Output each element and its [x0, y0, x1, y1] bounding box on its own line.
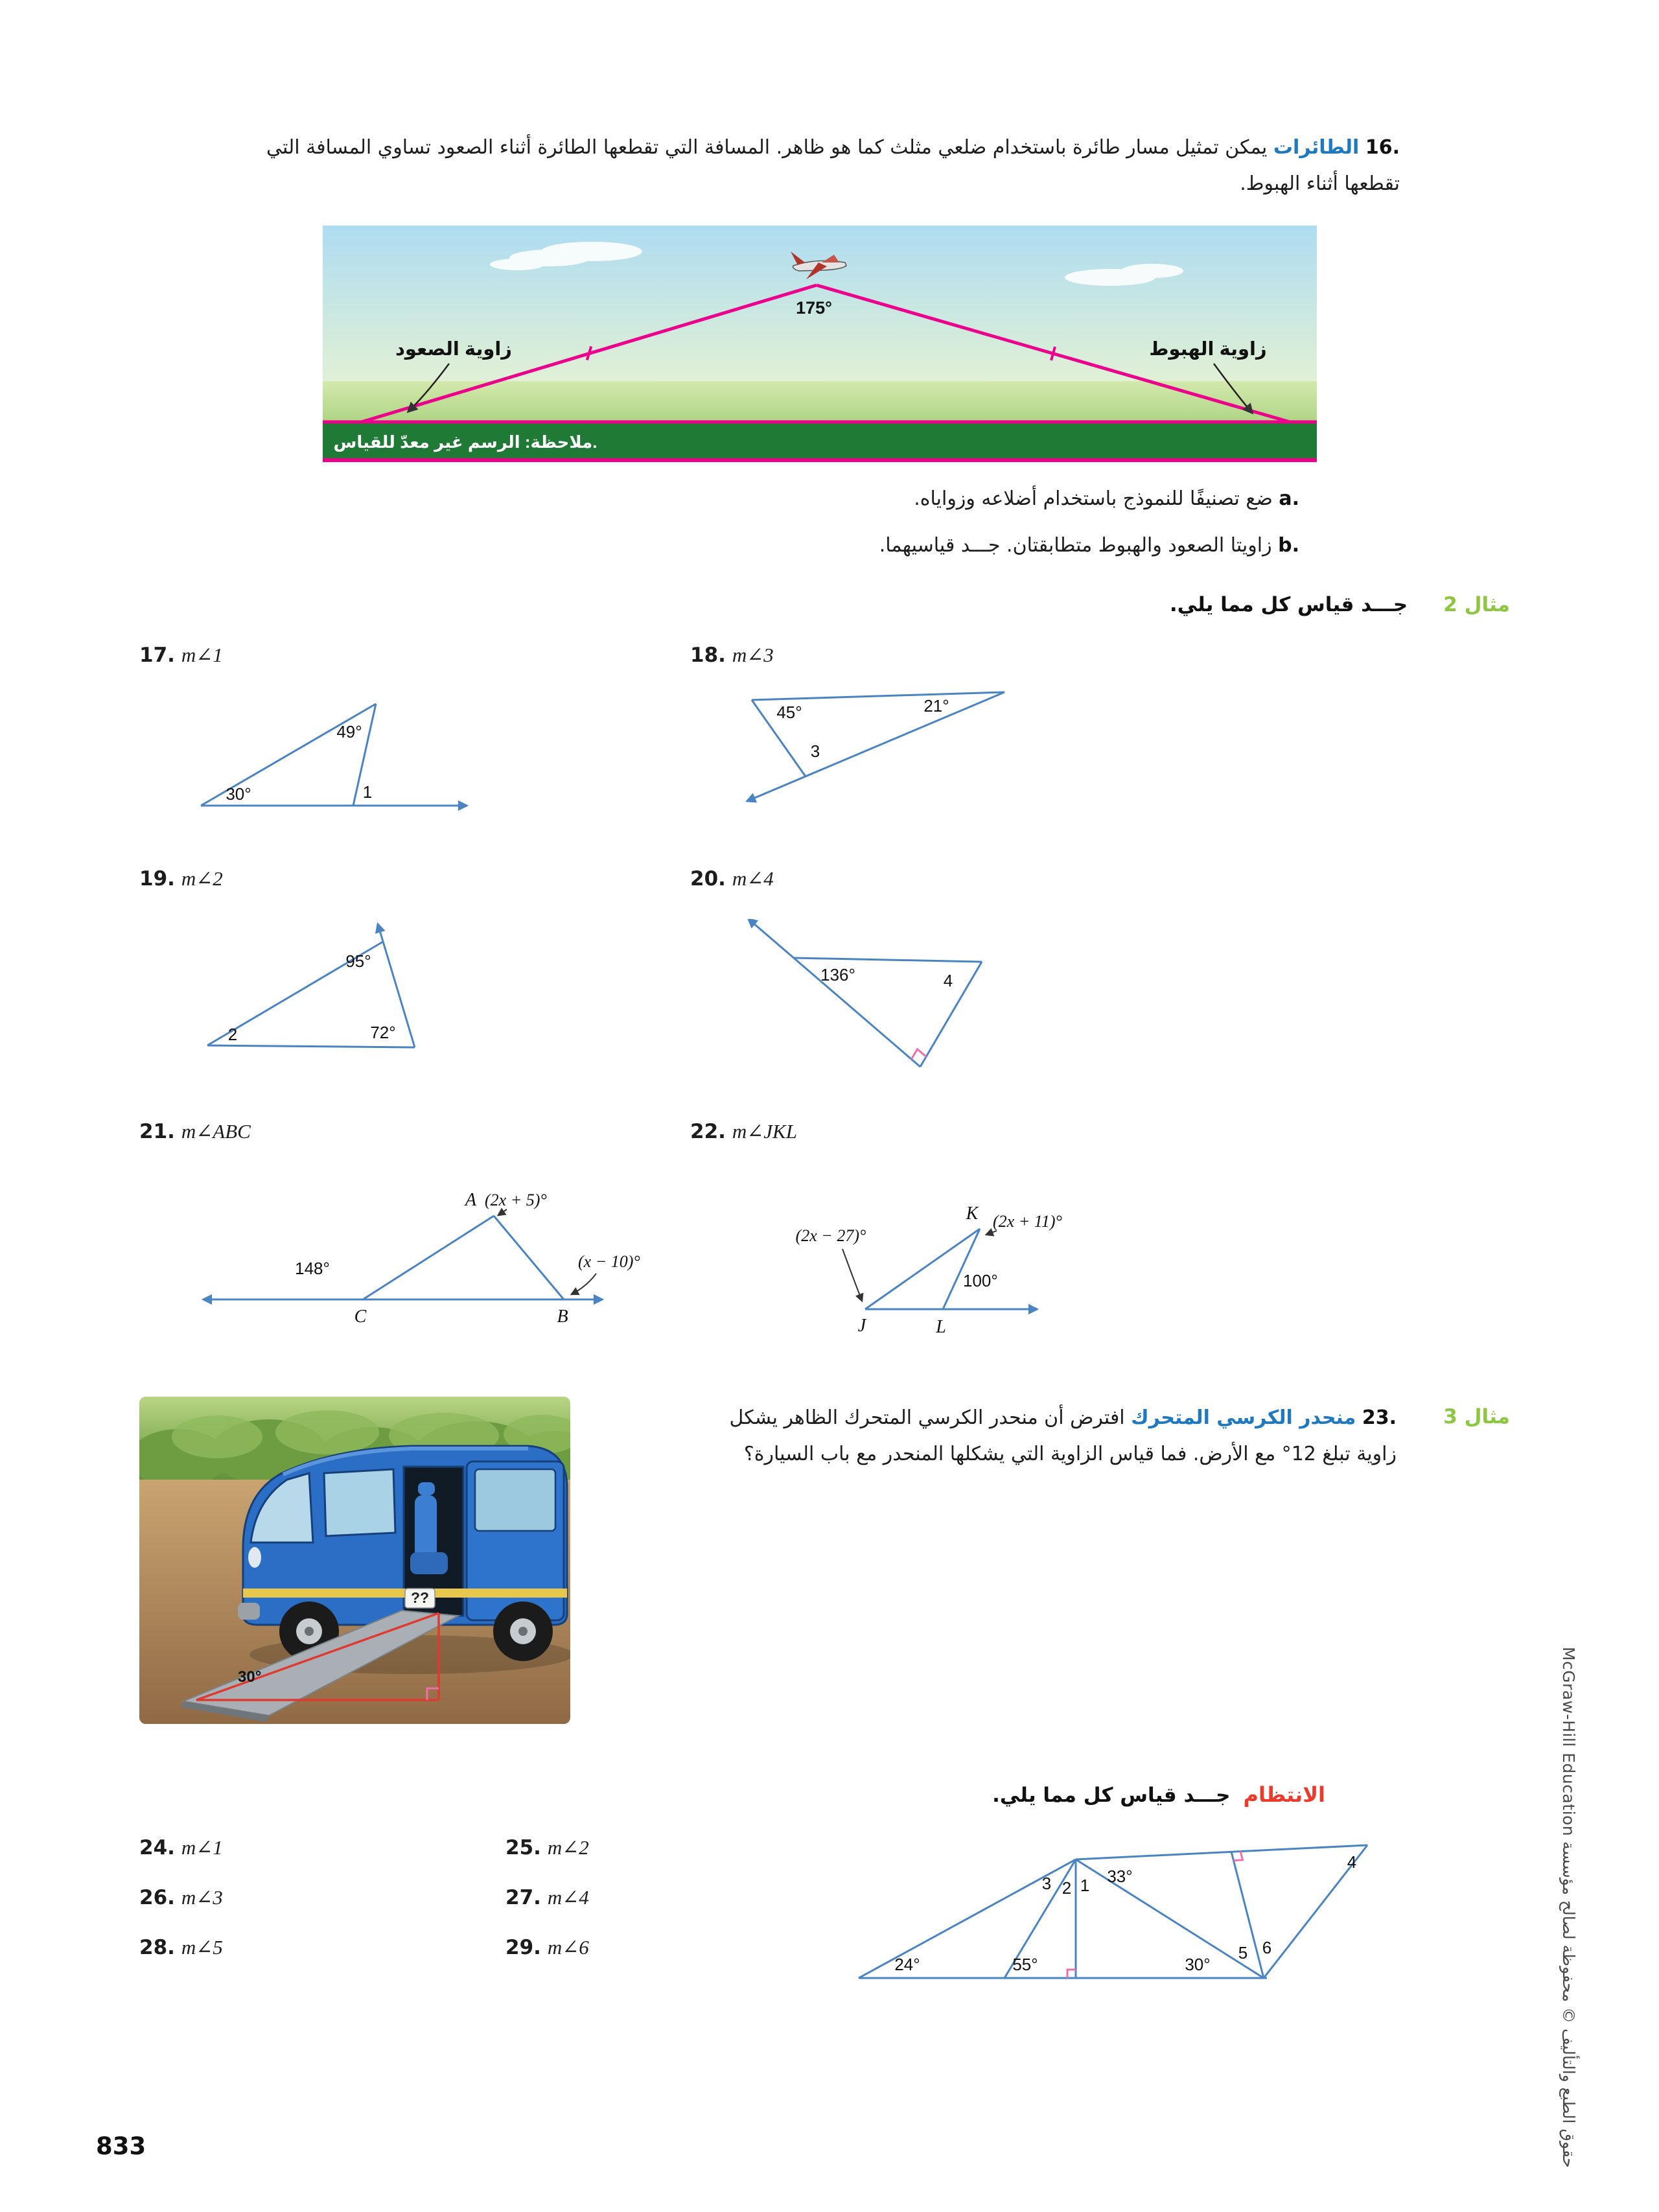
angle-expression: m∠2: [181, 867, 223, 890]
problem-18-title: [690, 644, 774, 667]
regularity-figure: [842, 1822, 1380, 2004]
pointer-arrow: [572, 1274, 596, 1294]
problem-number: 26.: [139, 1886, 175, 1909]
right-angle-marker: [911, 1049, 926, 1060]
unknown-angle-label: 3: [810, 741, 820, 761]
unknown-angle-label: 1: [362, 782, 373, 802]
example-2-instruction: جـــد قياس كل مما يلي.: [1169, 593, 1408, 616]
problem-16-body: يمكن تمثيل مسار طائرة باستخدام ضلعي مثلث كما هو ظاهر. المسافة التي تقطعها الطائرة أثناء الصعود تساوي المسافة التي تقطعها أثناء الهبوط.: [266, 136, 1400, 195]
unknown-angle-label: 4: [1347, 1852, 1357, 1872]
problem-number: 27.: [505, 1886, 541, 1909]
angle-J-expression: (2x − 27)°: [795, 1226, 866, 1245]
angle-label: 55°: [1012, 1955, 1038, 1974]
unknown-angle-label: 1: [1080, 1876, 1090, 1895]
example-2-header: [1170, 593, 1510, 616]
regularity-instruction: جـــد قياس كل مما يلي.: [992, 1784, 1231, 1807]
angle-expression: m∠JKL: [732, 1120, 797, 1143]
diagram-21: [181, 1188, 655, 1331]
angle-expression: m∠2: [547, 1836, 589, 1859]
vertex-L-label: L: [936, 1317, 946, 1337]
diagram-22: [791, 1201, 1076, 1340]
part-a-marker: a.: [1279, 487, 1299, 510]
unknown-angle-label: 3: [1041, 1874, 1052, 1893]
page-number: 833: [96, 2132, 146, 2160]
problem-number: 19.: [139, 867, 175, 891]
unknown-angle-label: 2: [227, 1025, 238, 1044]
vertex-A-label: A: [465, 1190, 476, 1210]
diagram-18: [723, 679, 1027, 815]
problem-27-title: [505, 1886, 589, 1909]
problem-number: 25.: [505, 1836, 541, 1859]
angle-expression: m∠1: [181, 644, 223, 666]
apex-angle-label: 175°: [796, 298, 832, 318]
diagram-17: [181, 692, 486, 822]
example-2-badge: مثال 2: [1443, 593, 1510, 616]
diagram-19: [191, 919, 450, 1062]
problem-number: 21.: [139, 1120, 175, 1143]
airplane-figure: [323, 226, 1317, 462]
angle-expression: m∠4: [547, 1886, 589, 1909]
problem-29-title: [505, 1936, 589, 1959]
figure-lines: [859, 1845, 1367, 1978]
pointer-arrow: [842, 1249, 862, 1301]
copyright-sidebar: حقوق الطبع والتأليف © محفوظة لصالح مؤسسة McGraw-Hill Education: [1559, 1646, 1578, 2168]
descent-angle-label: زاوية الهبوط: [1149, 339, 1267, 360]
problem-23-text: [690, 1400, 1397, 1472]
problem-16-keyword: الطائرات: [1273, 136, 1360, 159]
angle-expression: m∠5: [181, 1936, 223, 1959]
angle-label: 33°: [1107, 1867, 1133, 1886]
exterior-angle-label: 148°: [295, 1259, 330, 1278]
part-b: [879, 528, 1299, 564]
diagram-20: [723, 919, 1014, 1081]
angle-label: 95°: [345, 951, 371, 971]
angle-expression: m∠6: [547, 1936, 589, 1959]
problem-24-title: [139, 1836, 223, 1859]
problem-number: 20.: [690, 867, 726, 891]
problem-23-keyword: منحدر الكرسي المتحرك: [1131, 1406, 1356, 1429]
part-b-text: زاويتا الصعود والهبوط متطابقتان. جـــد قياسيهما.: [879, 534, 1272, 557]
vertex-K-label: K: [966, 1204, 979, 1224]
vertex-B-label: B: [557, 1307, 568, 1327]
unknown-angle-label: 4: [943, 971, 953, 990]
triangle-lines: [748, 919, 982, 1067]
angle-expression: m∠ABC: [181, 1120, 251, 1143]
triangle-lines: [203, 1216, 602, 1299]
angle-label: 49°: [336, 722, 362, 741]
right-angle-marker: [1067, 1970, 1076, 1978]
problem-19-title: [139, 867, 223, 891]
problem-16-number: 16.: [1365, 136, 1400, 159]
angle-label: 30°: [226, 784, 251, 804]
angle-K-expression: (2x + 11)°: [993, 1212, 1062, 1231]
triangle-lines: [865, 1229, 1037, 1309]
angle-label: 21°: [923, 696, 949, 716]
angle-expression: m∠1: [181, 1836, 223, 1859]
problem-number: 18.: [690, 644, 726, 667]
unknown-angle-label: 5: [1238, 1943, 1248, 1962]
problem-21-title: [139, 1120, 251, 1143]
angle-L-label: 100°: [963, 1271, 998, 1290]
regularity-header: [992, 1782, 1325, 1807]
problem-number: 28.: [139, 1936, 175, 1959]
unknown-angle-label: 2: [1062, 1878, 1072, 1898]
angle-expression: m∠3: [181, 1886, 223, 1909]
problem-23-body: افترض أن منحدر الكرسي المتحرك الظاهر يشكل زاوية تبلغ 12° مع الأرض. فما قياس الزاوية التي يشكلها المنحدر مع باب السيارة؟: [729, 1406, 1397, 1465]
part-b-marker: b.: [1278, 534, 1299, 557]
pointer-arrow: [986, 1231, 997, 1235]
problem-number: 17.: [139, 644, 175, 667]
angle-expression: m∠3: [732, 644, 774, 666]
problem-22-title: [690, 1120, 797, 1143]
problem-17-title: [139, 644, 223, 667]
regularity-keyword: الانتظام: [1243, 1782, 1325, 1807]
angle-label: 24°: [894, 1955, 920, 1974]
ramp-angle-label: 30°: [238, 1668, 262, 1686]
angle-expression: m∠4: [732, 867, 774, 890]
part-a-text: ضع تصنيفًا للنموذج باستخدام أضلاعه وزواياه.: [914, 487, 1273, 510]
angle-A-expression: (2x + 5)°: [485, 1191, 547, 1209]
ascent-angle-label: زاوية الصعود: [395, 339, 513, 360]
angle-label: 136°: [820, 965, 855, 984]
angle-label: 30°: [1185, 1955, 1211, 1974]
problem-28-title: [139, 1936, 223, 1959]
part-a: [914, 481, 1299, 517]
angle-label: 45°: [776, 703, 802, 722]
wheelchair-ramp-figure: [139, 1397, 570, 1724]
unknown-angle-label: 6: [1262, 1938, 1272, 1957]
angle-B-expression: (x − 10)°: [578, 1252, 640, 1271]
angle-label: 72°: [370, 1023, 396, 1042]
problem-20-title: [690, 867, 774, 891]
unknown-angle-label: ??: [410, 1589, 430, 1606]
problem-number: 22.: [690, 1120, 726, 1143]
problem-23-number: 23.: [1362, 1406, 1397, 1429]
vertex-J-label: J: [857, 1316, 866, 1336]
problem-number: 29.: [505, 1936, 541, 1959]
problem-number: 24.: [139, 1836, 175, 1859]
problem-26-title: [139, 1886, 223, 1909]
vertex-C-label: C: [354, 1307, 367, 1327]
example-3-badge: مثال 3: [1443, 1405, 1510, 1428]
not-to-scale-note: ملاحظة: الرسم غير معدّ للقياس.: [333, 432, 597, 452]
pointer-arrow: [498, 1209, 507, 1215]
problem-25-title: [505, 1836, 589, 1859]
bottom-border: [323, 458, 1317, 462]
problem-16-text: [259, 130, 1400, 202]
